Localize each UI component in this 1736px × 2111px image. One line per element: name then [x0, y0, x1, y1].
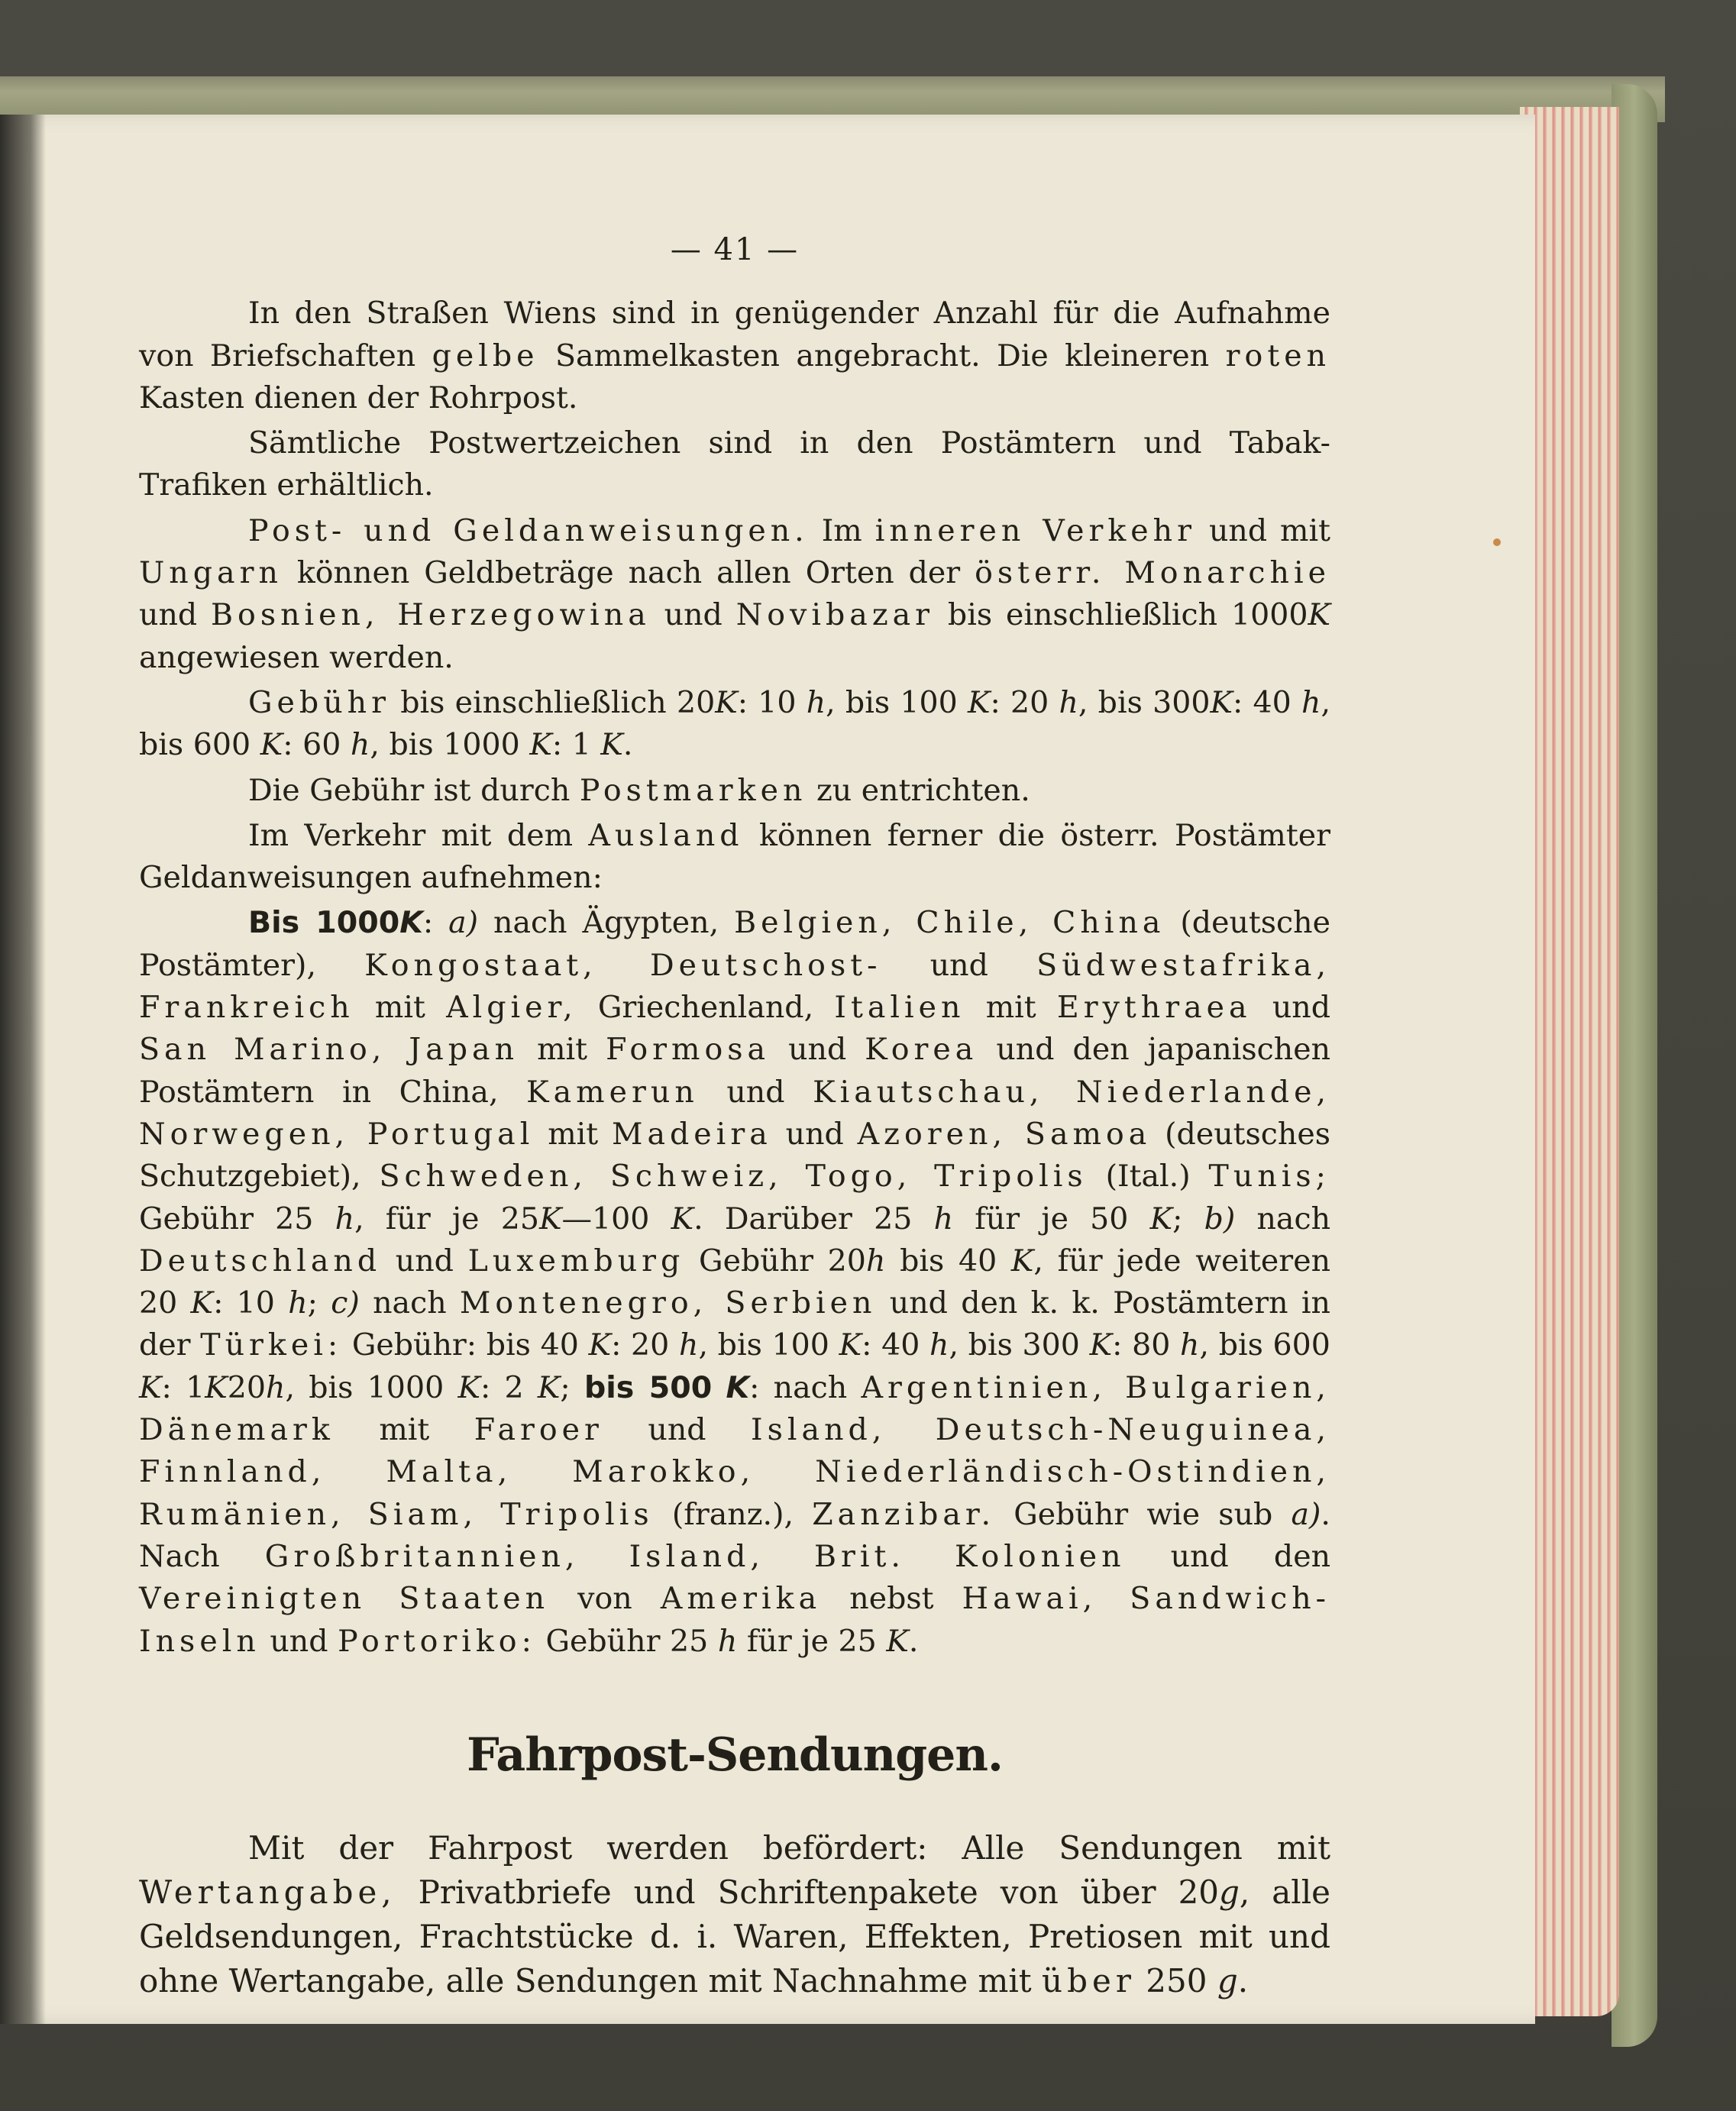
paragraph-7: Bis 1000K: a) nach Ägypten, Belgien, Chile, China (deutsche Postämter), Kongostaat, Deutschost- und Südwestafrika, Frankreich mit Algier, Griechenland, Italien mit Erythraea und San Marino, Japan mit Formosa und Korea und den japanischen Postämtern in China, Kamerun und Kiautschau, Niederlande, Norwegen, Portugal mit Madeira und Azoren, Samoa (deutsches Schutzgebiet), Schweden, Schweiz, Togo, Tripolis (Ital.) Tunis; Gebühr 25 h, für je 25K—100 K. Darüber 25 h für je 50 K; b) nach Deutschland und Luxemburg Gebühr 20h bis 40 K, für jede weiteren 20 K: 10 h; c) nach Montenegro, Serbien und den k. k. Postämtern in der Türkei: Gebühr: bis 40 K: 20 h, bis 100 K: 40 h, bis 300 K: 80 h, bis 600 K: 1K20h, bis 1000 K: 2 K; bis 500 K: nach Argentinien, Bulgarien, Dänemark mit Faroer und Island, Deutsch-Neuguinea, Finnland, Malta, Marokko, Niederländisch-Ostindien, Rumänien, Siam, Tripolis (franz.), Zanzibar. Gebühr wie sub a). Nach Großbritannien, Island, Brit. Kolonien und den Vereinigten Staaten von Amerika nebst Hawai, Sandwich-Inseln und Portoriko: Gebühr 25 h für je 25 K.: [139, 905, 1331, 1659]
paragraph-1: In den Straßen Wiens sind in genügender Anzahl für die Aufnahme von Briefschaften gelbe Sammelkasten angebracht. Die kleineren roten Kasten dienen der Rohrpost.: [139, 296, 1331, 415]
paragraph-final: Mit der Fahrpost werden befördert: Alle Sendungen mit Wertangabe, Privatbriefe und Schriftenpakete von über 20g, alle Geldsendungen, Frachtstücke d. i. Waren, Effekten, Pretiosen mit und ohne Wertangabe, alle Sendungen mit Nachnahme mit über 250 g.: [139, 1828, 1330, 1999]
paragraph-4: Gebühr bis einschließlich 20K: 10 h, bis 100 K: 20 h, bis 300K: 40 h, bis 600 K: 60 h, bis 1000 K: 1 K.: [139, 684, 1331, 763]
section-heading: Fahrpost-Sendungen.: [467, 1728, 1003, 1782]
page-text-block: [139, 229, 1330, 2003]
paragraph-2: Sämtliche Postwertzeichen sind in den Postämtern und Tabak-Trafiken erhältlich.: [139, 425, 1330, 503]
paper-speck: [1493, 538, 1501, 546]
paragraph-5: Die Gebühr ist durch Postmarken zu entrichten.: [248, 772, 1030, 808]
paragraph-6: Im Verkehr mit dem Ausland können ferner die österr. Postämter Geldanweisungen aufnehmen:: [139, 817, 1330, 896]
paragraph-3: Post- und Geldanweisungen. Im inneren Verkehr und mit Ungarn können Geldbeträge nach allen Orten der österr. Monarchie und Bosnien, Herzegowina und Novibazar bis einschließlich 1000K angewiesen werden.: [139, 512, 1330, 675]
book-gutter: [0, 115, 46, 2024]
page-number: — 41 —: [670, 232, 800, 267]
